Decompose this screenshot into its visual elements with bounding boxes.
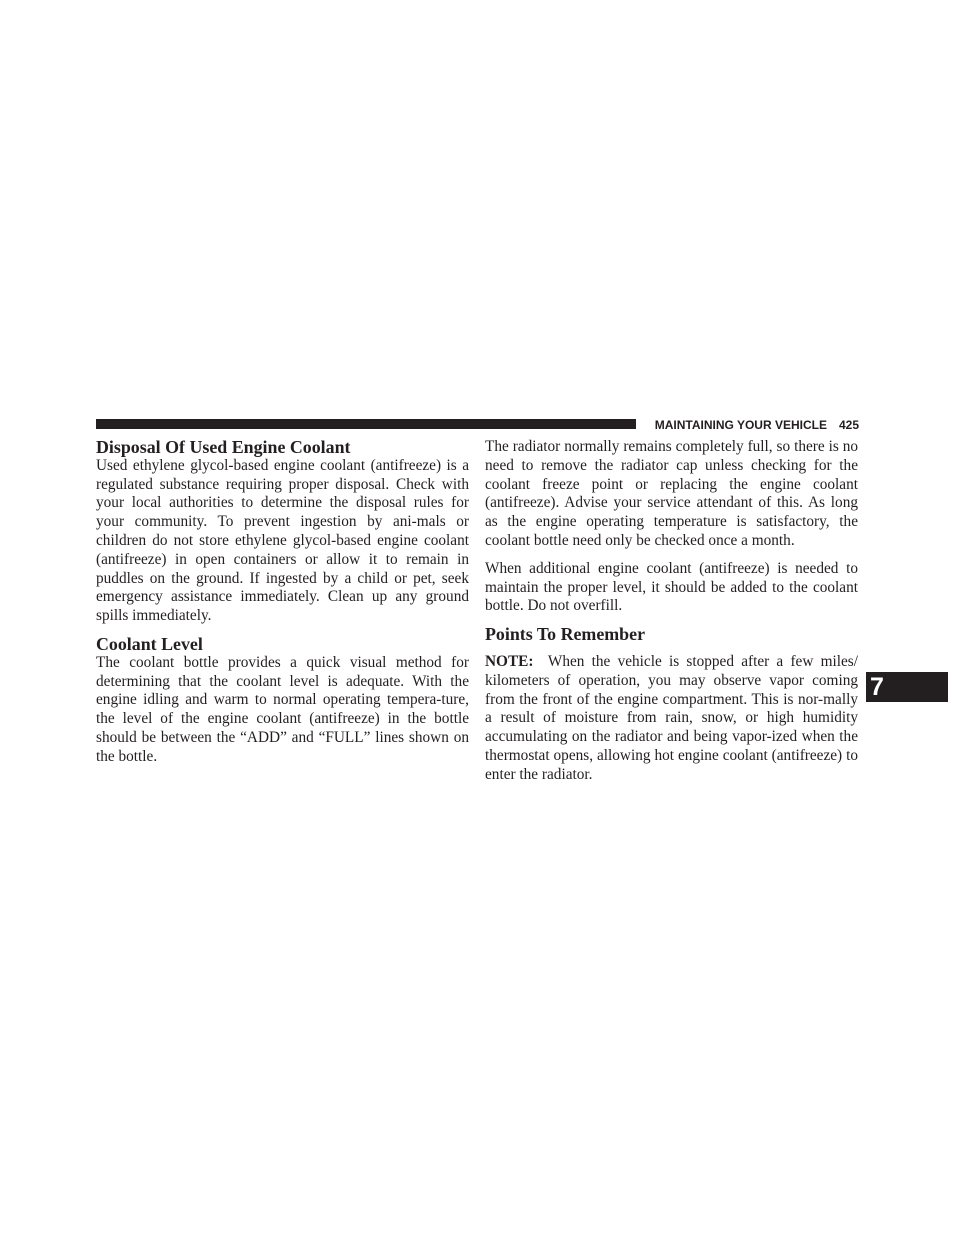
running-header xyxy=(644,417,859,433)
coolant-level-paragraph: The coolant bottle provides a quick visual method for determining that the coolant level is adequate. With the engine idling and warm to normal operating tempera-ture, the level of the engine coolant (antifreeze) in the bottle should be between the “ADD” and “FULL” lines shown on the bottle. xyxy=(96,653,469,765)
radiator-paragraph: The radiator normally remains completely full, so there is no need to remove the radiator cap unless checking for the coolant freeze point or replacing the engine coolant (antifreeze). Advise your service attendant of this. As long as the engine operating temperature is satisfactory, the coolant bottle need only be checked once a month. xyxy=(485,438,858,549)
chapter-number: 7 xyxy=(870,673,884,701)
left-column xyxy=(96,438,469,767)
note-paragraph xyxy=(485,653,858,785)
header-rule xyxy=(96,419,636,429)
page-number: 425 xyxy=(838,418,859,432)
right-column xyxy=(485,438,858,785)
section-title: MAINTAINING YOUR VEHICLE xyxy=(654,418,827,432)
points-to-remember-heading: Points To Remember xyxy=(485,624,646,645)
note-label: NOTE: xyxy=(485,652,534,670)
disposal-heading: Disposal Of Used Engine Coolant xyxy=(96,437,351,457)
coolant-level-heading: Coolant Level xyxy=(96,633,203,654)
disposal-paragraph: Used ethylene glycol-based engine coolant (antifreeze) is a regulated substance requiring proper disposal. Check with your local authorities to determine the disposal rules for your community. To prevent ingestion by ani-mals or children do not store ethylene glycol-based engine coolant (antifreeze) in open containers or allow it to remain in puddles on the ground. If ingested by a child or pet, seek emergency assistance immediately. Clean up any ground spills immediately. xyxy=(96,456,469,625)
additional-coolant-paragraph: When additional engine coolant (antifreeze) is needed to maintain the proper level, it should be added to the coolant bottle. Do not overfill. xyxy=(485,559,858,615)
note-text: When the vehicle is stopped after a few miles/ kilometers of operation, you may observe vapor coming from the front of the engine compartment. This is nor-mally a result of moisture from rain, snow, or high humidity accumulating on the radiator and being vapor-ized when the thermostat opens, allowing hot engine coolant (antifreeze) to enter the radiator. xyxy=(485,652,858,783)
